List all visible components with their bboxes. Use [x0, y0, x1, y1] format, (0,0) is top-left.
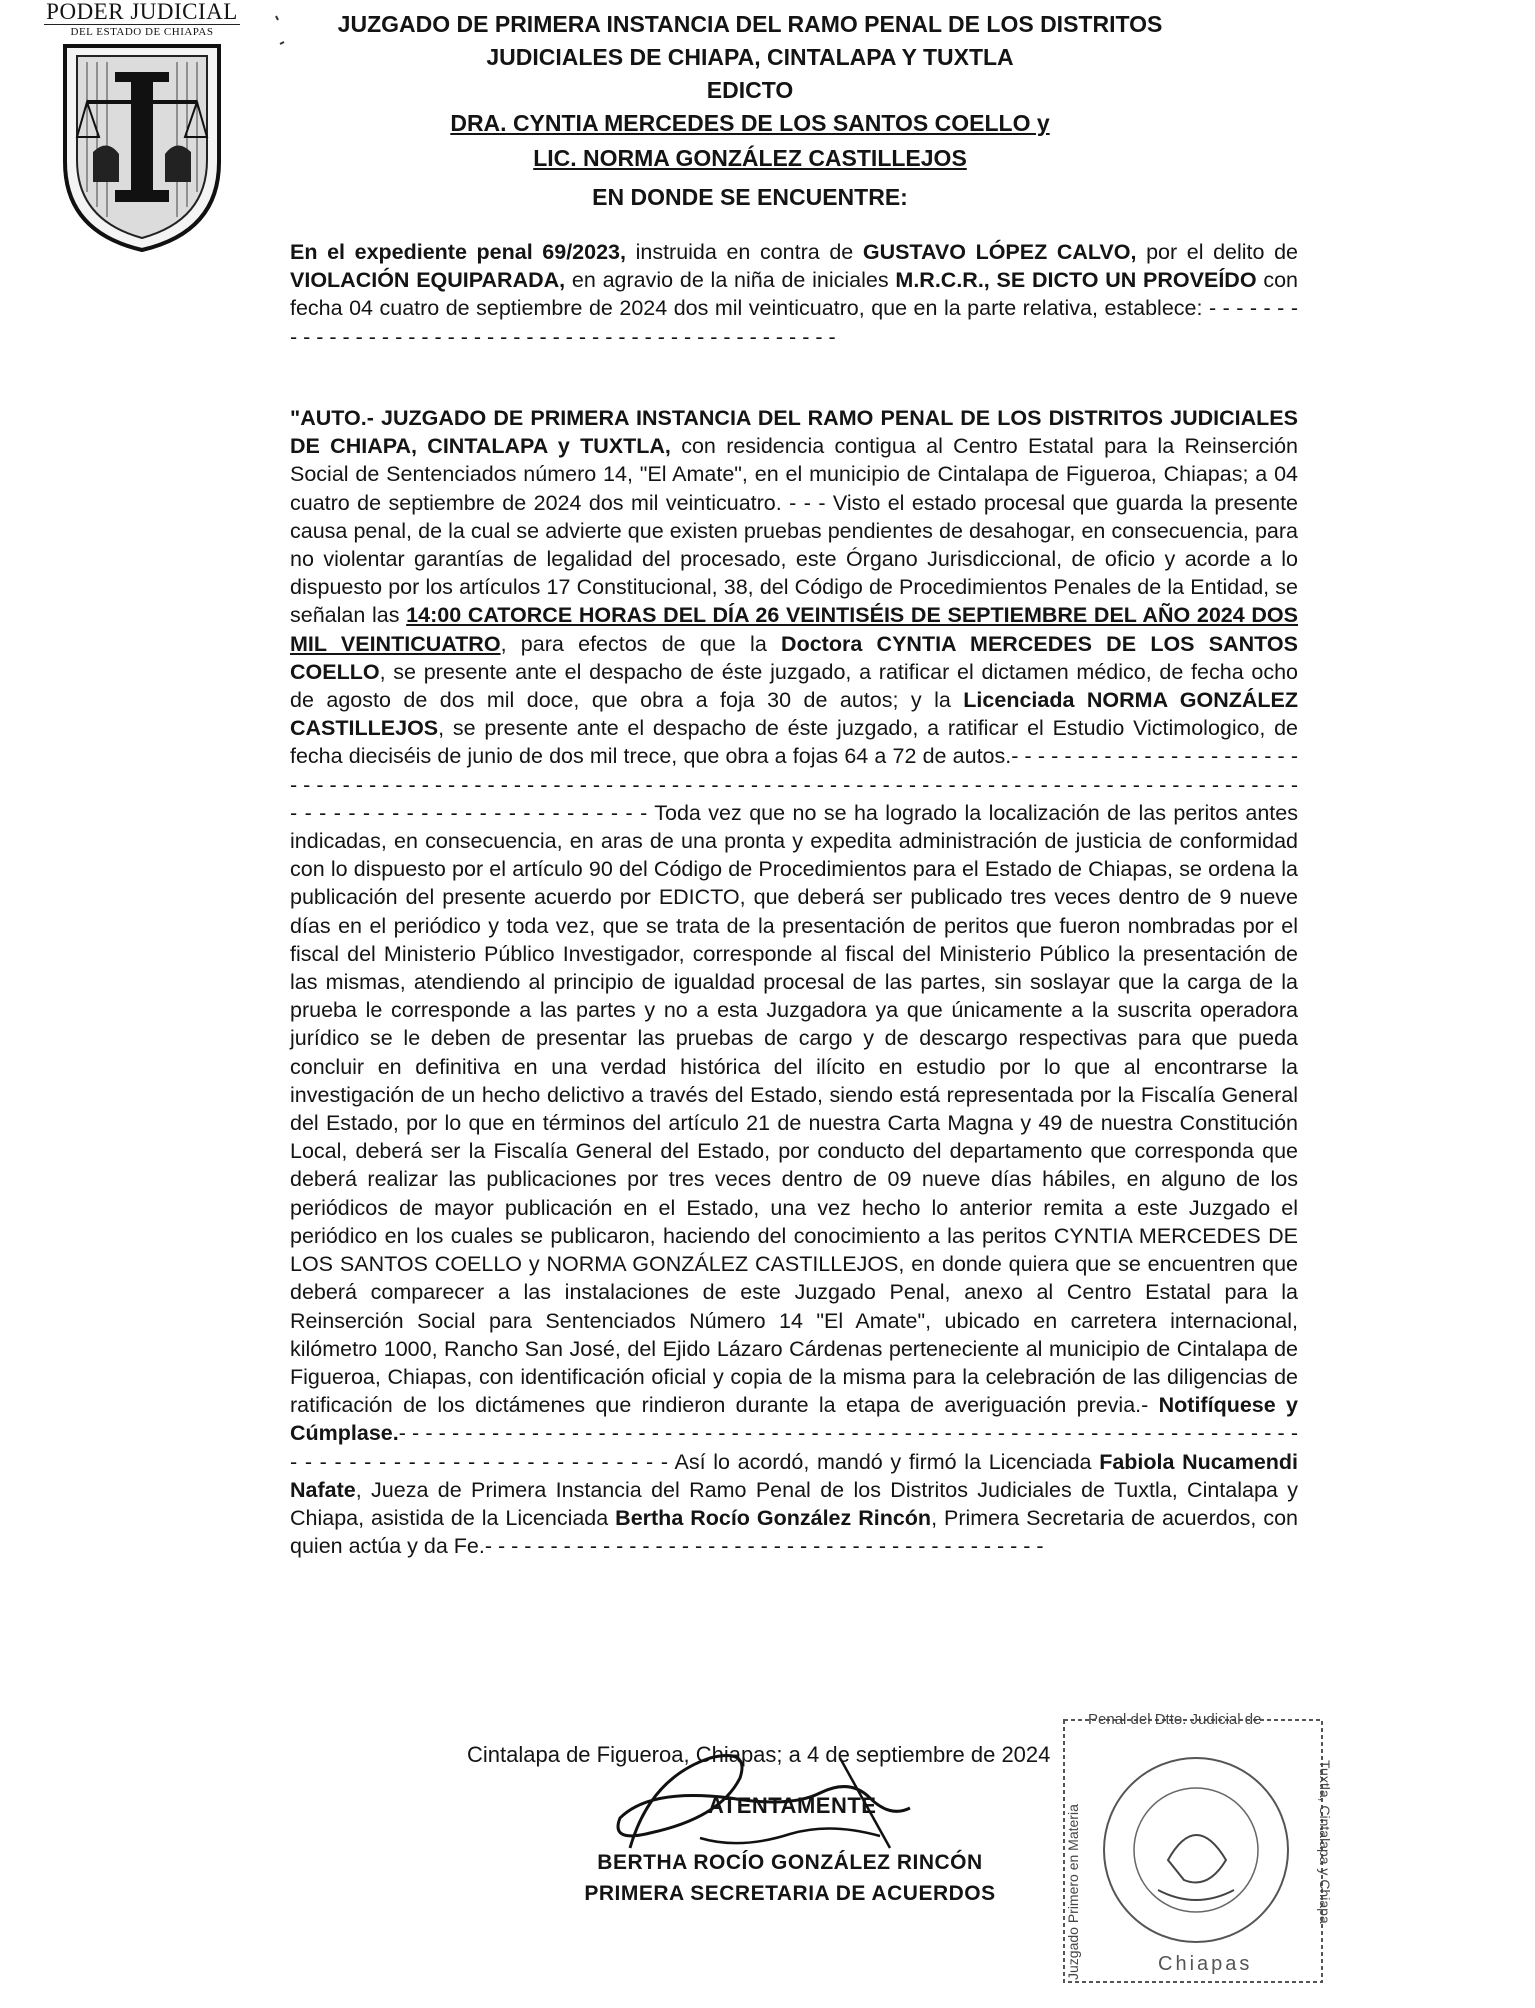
signer-role: PRIMERA SECRETARIA DE ACUERDOS — [584, 1882, 996, 1905]
auto-text: , Primera Secretaria de acuerdos, con quien actúa y da Fe.- - - - - - - - - - - - - - - - - - - - - - - - - - - - - - - - - - - - - - - - - - - — [290, 1505, 1298, 1559]
expert-2: Licenciada NORMA GONZÁLEZ CASTILLEJOS — [290, 688, 1298, 741]
pen-mark-icon — [270, 14, 290, 54]
accused-name: GUSTAVO LÓPEZ CALVO, — [862, 240, 1137, 264]
auto-text: , para efectos de que la — [500, 631, 782, 656]
document-type: EDICTO — [706, 77, 794, 103]
document-header — [290, 8, 1210, 214]
addressee-location: EN DONDE SE ENCUENTRE: — [592, 184, 908, 210]
dash-filler: - - - - - - - - - - - - - - - - - - - - - - - - - - - - - - - - - - - - - - - - - - - - - - - - - - - - - - - - - - - - - - - - - - - - - - - - - - - - - - - - - - - - - - - - - - - — [290, 1421, 1298, 1474]
intro-paragraph — [290, 238, 1298, 351]
auto-text: - - - Toda vez que no se ha logrado la localización de las peritos antes indicadas, en consecuencia, en aras de una pronta y expedita administración de justicia de conformidad con lo dispuesto por el artículo 90 del Código de Procedimientos para el Estado de Chiapas, se ordena la publicación del presente acuerdo por EDICTO, que deberá ser publicado tres veces dentro de 9 nueve días en el periódico y toda vez, que se trata de la presentación de peritos que fueron nombradas por el fiscal del Ministerio Público Investigador, corresponde al fiscal del Ministerio Público la presentación de las mismas, atendiendo al principio de igualdad procesal de las partes, sin soslayar que la carga de la prueba le corresponde a las partes y no a esta Juzgadora ya que únicamente a la suscrita operadora jurídico se le deben de presentar las pruebas de cargo y de descargo respectivas para que pueda concluir en definitiva en una verdad histórica del ilícito en estudio por lo que al encontrarse la investigación de un hecho delictivo a través del Estado, siendo está representada por la Fiscalía General del Estado, por lo que en términos del artículo 21 de nuestra Carta Magna y 49 de nuestra Constitución Local, deberá ser la Fiscalía General del Estado, por conducto del departamento que corresponda que deberá realizar las publicaciones por tres veces dentro de 09 nueve días hábiles, en alguno de los periódicos de mayor publicación en el Estado, una vez hecho lo anterior remita a este Juzgado el periódico en los cuales se publicaron, haciendo del conocimiento a las peritos CYNTIA MERCEDES DE LOS SANTOS COELLO y NORMA GONZÁLEZ CASTILLEJOS, en donde quiera que se encuentren que deberá comparecer a las instalaciones de este Juzgado Penal, anexo al Centro Estatal para la Reinserción Social para Sentenciados Número 14 "El Amate", ubicado en carretera internacional, kilómetro 1000, Rancho San José, del Ejido Lázaro Cárdenas perteneciente al municipio de Cintalapa de Figueroa, Chiapas, con identificación oficial y copia de la misma para la celebración de las diligencias de ratificación de los dictámenes que rindieron durante la etapa de averiguación previa.- — [290, 800, 1298, 1418]
svg-text:Tuxtla, Cintalapa y Chiapa: Tuxtla, Cintalapa y Chiapa — [1317, 1760, 1333, 1924]
intro-text: por el delito de — [1136, 240, 1298, 264]
intro-text: en agravio de la niña de iniciales — [565, 268, 896, 293]
court-name-line2: JUDICIALES DE CHIAPA, CINTALAPA Y TUXTLA — [486, 44, 1014, 70]
victim-initials: M.R.C.R., SE DICTO UN PROVEÍDO — [895, 268, 1257, 293]
expert-1: Doctora CYNTIA MERCEDES DE LOS SANTOS COELLO — [290, 631, 1298, 684]
auto-text: con residencia contigua al Centro Estatal para la Reinserción Social de Sentenciados número 14, "El Amate", en el municipio de Cintalapa de Figueroa, Chiapas; a 04 cuatro de septiembre de 2024 dos mil veinticuatro. - - - Visto el estado procesal que guarda la presente causa penal, de la cual se advierte que existen pruebas pendientes de desahogar, en consecuencia, para no violentar garantías de legalidad del procesado, este Órgano Jurisdiccional, de oficio y acorde a lo dispuesto por los artículos 17 Constitucional, 38, del Código de Procedimientos Penales de la Entidad, se señalan las — [290, 434, 1298, 628]
auto-text: , Jueza de Primera Instancia del Ramo Penal de los Distritos Judiciales de Tuxtla, Cintalapa y Chiapa, asistida de la Licenciada — [290, 1477, 1298, 1530]
svg-text:Penal del Dtto. Judicial de: Penal del Dtto. Judicial de — [1088, 1711, 1262, 1728]
addressee-2: LIC. NORMA GONZÁLEZ CASTILLEJOS — [533, 145, 967, 171]
logo-title: PODER JUDICIAL — [46, 0, 238, 24]
case-number: En el expediente penal 69/2023, — [290, 240, 626, 264]
auto-text: , se presente ante el despacho de éste juzgado, a ratificar el Estudio Victimologico, de fecha dieciséis de junio de dos mil trece, que obra a fojas 64 a 72 de autos.- - - - - - - - - - - - - - - - - - - - - - - - - - - - - - - - - - - - - - - - - - - - - - - - - - - - - - - - - - - - - - - - - - - - - - - - - - - - - - - - - - - - - - - - - - - - - - - - - - - - - - - - - - - - - - - - - - - - - - - - - — [290, 716, 1298, 825]
coat-of-arms-icon — [57, 42, 227, 254]
hearing-date: 14:00 CATORCE HORAS DEL DÍA 26 VEINTISÉIS DE SEPTIEMBRE DEL AÑO 2024 DOS MIL VEINTICUATRO — [290, 603, 1298, 656]
crime-name: VIOLACIÓN EQUIPARADA, — [290, 268, 566, 293]
intro-text: instruida en contra de — [625, 240, 863, 264]
auto-paragraph — [290, 404, 1298, 1560]
logo-subtitle: DEL ESTADO DE CHIAPAS — [44, 24, 240, 38]
svg-text:Chiapas: Chiapas — [1158, 1953, 1253, 1975]
addressee-1: DRA. CYNTIA MERCEDES DE LOS SANTOS COELLO y — [450, 110, 1050, 136]
court-logo — [44, 0, 240, 254]
court-stamp — [1058, 1700, 1338, 2000]
auto-heading: "AUTO.- JUZGADO DE PRIMERA INSTANCIA DEL RAMO PENAL DE LOS DISTRITOS JUDICIALES DE CHIAPA, CINTALAPA y TUXTLA, — [290, 406, 1298, 459]
auto-text: , se presente ante el despacho de éste juzgado, a ratificar el dictamen médico, de fecha ocho de agosto de dos mil doce, que obra a foja 30 de autos; y la — [290, 659, 1298, 713]
attentively-label: ATENTAMENTE — [708, 1793, 877, 1818]
judge-name: Fabiola Nucamendi Nafate — [290, 1449, 1299, 1502]
secretary-name: Bertha Rocío González Rincón — [615, 1505, 932, 1530]
notify-clause: Notifíquese y Cúmplase. — [290, 1393, 1298, 1446]
svg-text:Juzgado Primero en Materia: Juzgado Primero en Materia — [1065, 1804, 1081, 1980]
signer-name: BERTHA ROCÍO GONZÁLEZ RINCÓN — [597, 1851, 983, 1874]
auto-text: - - - Así lo acordó, mandó y firmó la Licenciada — [623, 1449, 1100, 1474]
place-date: Cintalapa de Figueroa, Chiapas; a 4 de septiembre de 2024 — [467, 1742, 1051, 1767]
intro-text: con fecha 04 cuatro de septiembre de 2024 dos mil veinticuatro, que en la parte relativa, establece: - - - - - - - - - - - - - - - - - - - - - - - - - - - - - - - - - - - - - - - - - - - - - - - - - — [290, 268, 1298, 349]
court-name-line1: JUZGADO DE PRIMERA INSTANCIA DEL RAMO PENAL DE LOS DISTRITOS — [337, 11, 1163, 37]
signer-block — [530, 1847, 1050, 1909]
